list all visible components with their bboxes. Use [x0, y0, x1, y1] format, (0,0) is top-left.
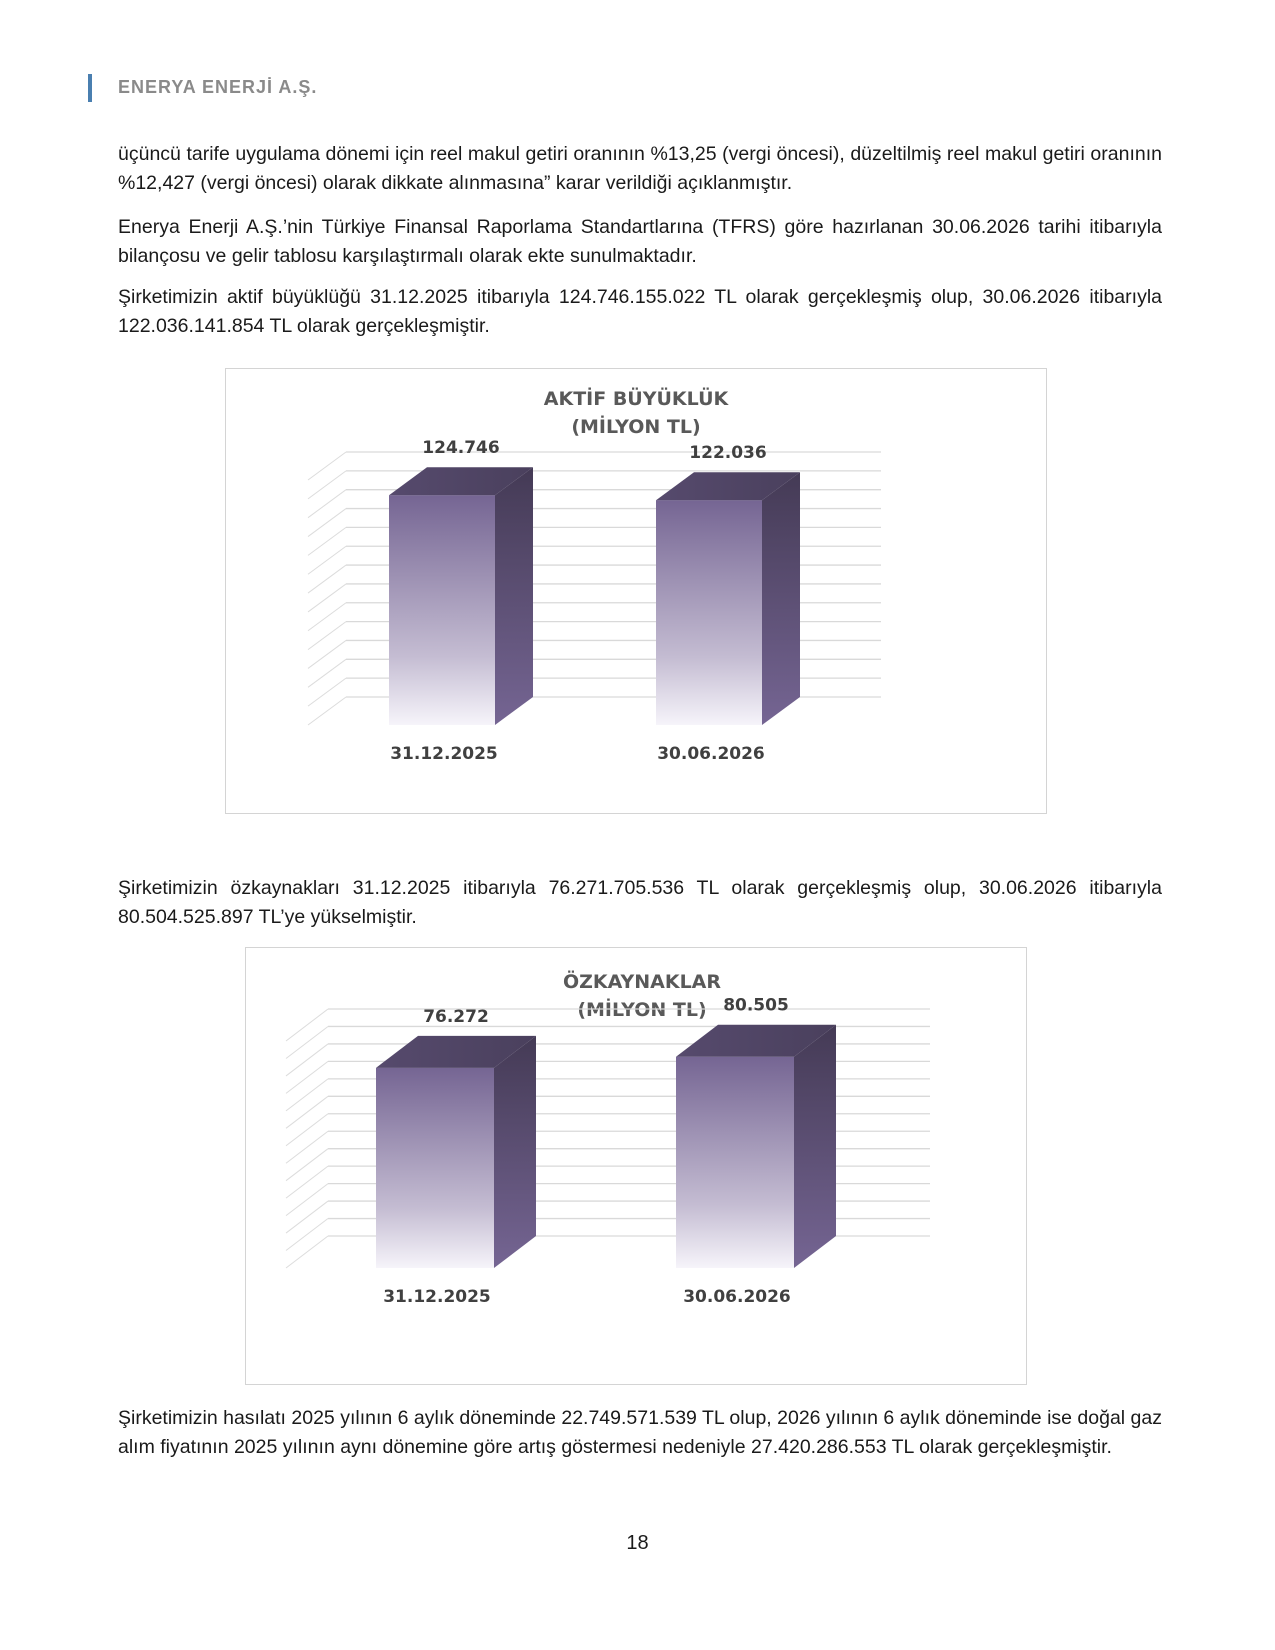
gridline-left	[286, 1044, 328, 1076]
total-assets-chart-svg	[226, 369, 1046, 813]
gridline-left	[286, 1026, 328, 1058]
gridline-left	[308, 603, 346, 631]
bar	[676, 1025, 836, 1268]
company-header: ENERYA ENERJİ A.Ş.	[118, 77, 318, 97]
equity-chart	[245, 947, 1027, 1385]
gridline-left	[308, 509, 346, 537]
category-label: 31.12.2025	[390, 744, 498, 764]
gridline-left	[286, 1096, 328, 1128]
category-label: 30.06.2026	[683, 1287, 791, 1307]
data-label: 124.746	[422, 438, 500, 459]
chart-title-line-2: (MİLYON TL)	[571, 416, 701, 438]
gridline-left	[286, 1184, 328, 1216]
paragraph-revenue: Şirketimizin hasılatı 2025 yılının 6 aylık döneminde 22.749.571.539 TL olup, 2026 yılının 6 aylık döneminde ise doğal gaz alım fiyatının 2025 yılının aynı dönemine göre artış göstermesi nedeniyle 27.420.286.553 TL olarak gerçekleşmiştir.	[118, 1407, 1162, 1458]
category-label: 30.06.2026	[657, 744, 765, 764]
gridline-left	[286, 1236, 328, 1268]
gridline-left	[286, 1009, 328, 1041]
paragraph-equity: Şirketimizin özkaynakları 31.12.2025 itibarıyla 76.271.705.536 TL olarak gerçekleşmiş olup, 30.06.2026 itibarıyla 80.504.525.897 TL’ye yükselmiştir.	[118, 877, 1162, 928]
header-accent-bar	[88, 74, 92, 102]
bar	[376, 1036, 536, 1268]
gridline-left	[286, 1166, 328, 1198]
paragraph-tfrs: Enerya Enerji A.Ş.’nin Türkiye Finansal Raporlama Standartlarına (TFRS) göre hazırlanan 30.06.2026 tarihi itibarıyla bilançosu ve gelir tablosu karşılaştırmalı olarak ekte sunulmaktadır.	[118, 216, 1162, 267]
data-label: 122.036	[689, 443, 767, 464]
bar-front	[676, 1057, 794, 1268]
gridline-left	[286, 1061, 328, 1093]
gridline-left	[308, 490, 346, 518]
data-label: 80.505	[723, 995, 789, 1016]
gridline-left	[308, 584, 346, 612]
gridline-left	[308, 622, 346, 650]
chart-title-line-1: ÖZKAYNAKLAR	[562, 971, 722, 993]
gridline-left	[308, 452, 346, 480]
gridline-left	[308, 471, 346, 499]
gridline-left	[308, 640, 346, 668]
chart-title-line-1: AKTİF BÜYÜKLÜK	[543, 388, 729, 410]
gridline-left	[286, 1219, 328, 1251]
gridline-left	[308, 527, 346, 555]
equity-chart-svg	[246, 948, 1026, 1384]
bar-side	[494, 1036, 536, 1268]
bar	[389, 467, 533, 725]
bar-front	[376, 1068, 494, 1268]
gridline-left	[286, 1114, 328, 1146]
page-number: 18	[626, 1532, 649, 1554]
gridline-left	[286, 1149, 328, 1181]
gridline-left	[308, 546, 346, 574]
paragraph-tariff: üçüncü tarife uygulama dönemi için reel makul getiri oranının %13,25 (vergi öncesi), düzeltilmiş reel makul getiri oranının %12,427 (vergi öncesi) olarak dikkate alınmasına” karar verildiği açıklanmıştır.	[118, 143, 1162, 194]
total-assets-chart	[225, 368, 1047, 814]
bar-side	[495, 467, 533, 725]
gridline-left	[308, 697, 346, 725]
paragraph-total-assets: Şirketimizin aktif büyüklüğü 31.12.2025 itibarıyla 124.746.155.022 TL olarak gerçekleşmiş olup, 30.06.2026 itibarıyla 122.036.141.854 TL olarak gerçekleşmiştir.	[118, 286, 1162, 337]
bar-front	[389, 495, 495, 725]
gridline-left	[286, 1131, 328, 1163]
gridline-left	[286, 1201, 328, 1233]
bar-side	[762, 472, 800, 725]
gridline-left	[308, 565, 346, 593]
gridline-left	[286, 1079, 328, 1111]
bar-side	[794, 1025, 836, 1268]
bar	[656, 472, 800, 725]
gridline-left	[308, 678, 346, 706]
data-label: 76.272	[423, 1006, 489, 1027]
gridline-left	[308, 659, 346, 687]
bar-front	[656, 500, 762, 725]
category-label: 31.12.2025	[383, 1287, 491, 1307]
chart-title-line-2: (MİLYON TL)	[577, 999, 707, 1021]
